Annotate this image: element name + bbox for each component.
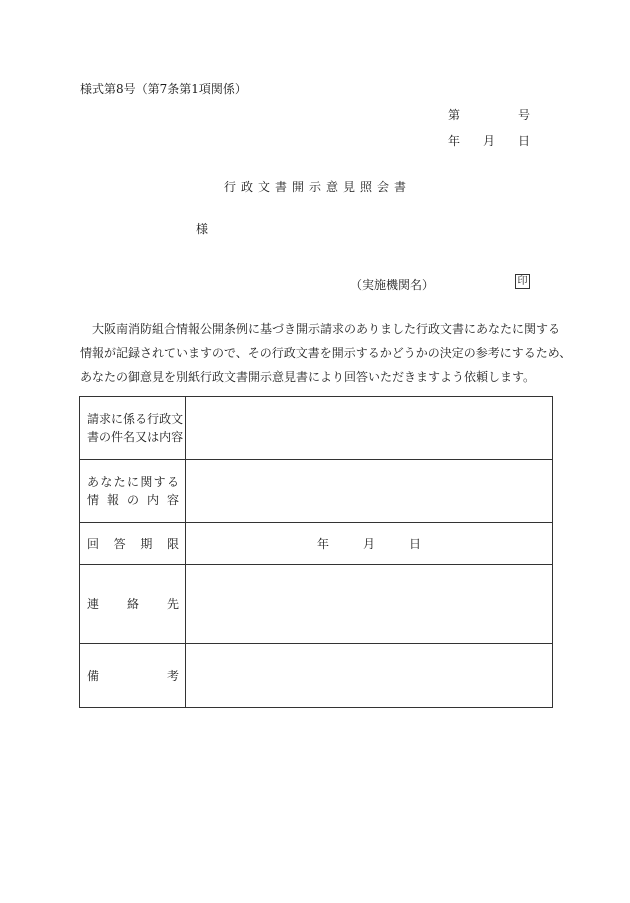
- label-char: 答: [113, 536, 126, 551]
- label-char: 内: [146, 493, 159, 507]
- issue-date-year: 年: [448, 134, 461, 148]
- issue-number-suffix: 号: [517, 108, 530, 122]
- label-char: の: [99, 430, 112, 444]
- label-char: に: [126, 475, 139, 489]
- issue-number-prefix: 第: [448, 108, 461, 122]
- label-char: 名: [123, 430, 136, 444]
- label-char: 請: [87, 412, 100, 426]
- label-remarks: [80, 644, 186, 708]
- label-char: 先: [166, 597, 179, 611]
- label-char: 文: [171, 412, 184, 426]
- sender-label: （実施機関名）: [350, 278, 435, 292]
- label-char: 絡: [126, 597, 139, 611]
- label-response-deadline: [80, 523, 186, 565]
- label-char: 限: [166, 536, 179, 551]
- response-deadline-field[interactable]: [186, 523, 553, 565]
- label-line: [87, 667, 179, 685]
- label-char: 件: [111, 430, 124, 444]
- document-title: 行政文書開示意見照会書: [223, 180, 411, 194]
- label-char: 容: [166, 493, 179, 507]
- label-line: [87, 595, 179, 613]
- form-number: 様式第8号（第7条第1項関係）: [80, 82, 247, 96]
- label-char: に: [111, 412, 124, 426]
- label-char: る: [135, 412, 148, 426]
- label-line: [87, 410, 184, 428]
- label-char: な: [100, 475, 113, 489]
- label-char: る: [166, 475, 179, 489]
- label-char: 回: [87, 536, 100, 551]
- body-line: 大阪南消防組合情報公開条例に基づき開示請求のありました行政文書にあなたに関する: [92, 322, 561, 336]
- label-info-content: [80, 460, 186, 523]
- label-char: 書: [87, 430, 100, 444]
- remarks-field[interactable]: [186, 644, 553, 708]
- label-char: た: [113, 475, 126, 489]
- label-char: す: [153, 475, 166, 489]
- label-line: [87, 535, 179, 553]
- table-row-contact: [80, 565, 553, 644]
- label-char: 容: [171, 430, 184, 444]
- label-char: あ: [87, 475, 100, 489]
- contact-field[interactable]: [186, 565, 553, 644]
- label-char: 内: [159, 430, 172, 444]
- label-line: [87, 473, 179, 491]
- label-request-subject: [80, 397, 186, 460]
- body-line: あなたの御意見を別紙行政文書開示意見書により回答いただきますよう依頼します。: [80, 370, 536, 384]
- label-char: 備: [87, 668, 100, 683]
- table-row-info-content: [80, 460, 553, 523]
- issue-date: [448, 132, 530, 149]
- label-char: 期: [140, 536, 153, 551]
- table-row-subject: [80, 397, 553, 460]
- label-line: [87, 491, 179, 509]
- issue-date-day: 日: [517, 134, 530, 148]
- body-line: 情報が記録されていますので、その行政文書を開示するかどうかの決定の参考にするため、: [80, 346, 572, 360]
- label-line: [87, 428, 184, 446]
- request-subject-field[interactable]: [186, 397, 553, 460]
- seal-mark: 印: [515, 274, 530, 289]
- deadline-month: 月: [362, 537, 375, 551]
- label-char: 情: [87, 493, 100, 507]
- label-contact: [80, 565, 186, 644]
- label-char: 係: [123, 412, 136, 426]
- deadline-date: [317, 535, 421, 552]
- label-char: 考: [166, 668, 179, 683]
- info-content-field[interactable]: [186, 460, 553, 523]
- issue-date-month: 月: [482, 134, 495, 148]
- deadline-year: 年: [317, 537, 330, 551]
- body-text: [80, 317, 572, 389]
- label-char: 連: [87, 597, 100, 611]
- issue-number: [448, 106, 530, 123]
- label-char: 行: [147, 412, 160, 426]
- table-row-deadline: [80, 523, 553, 565]
- table-row-remarks: [80, 644, 553, 708]
- label-char: 又: [135, 430, 148, 444]
- label-char: の: [126, 493, 139, 507]
- label-char: 求: [99, 412, 112, 426]
- deadline-day: 日: [408, 537, 421, 551]
- label-char: 政: [159, 412, 172, 426]
- label-char: は: [147, 430, 160, 444]
- label-char: 関: [140, 475, 153, 489]
- addressee-honorific: 様: [196, 222, 209, 236]
- label-char: 報: [106, 493, 119, 507]
- request-info-table: [79, 396, 553, 708]
